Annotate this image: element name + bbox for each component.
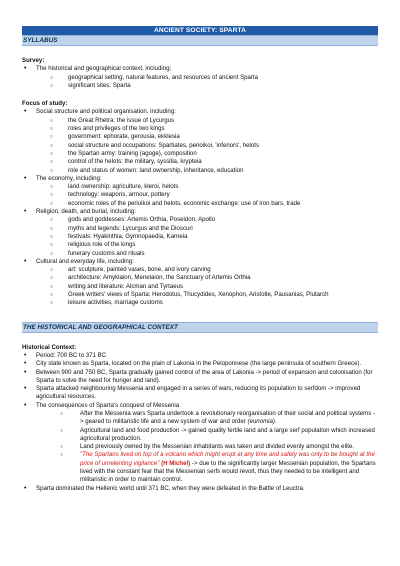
sub-list-item-text: -> due to the significantly larger Messenian population, the Spartans lived with the constant fear that the Messenian serfs would revolt, thus they needed to be intelligent and militaristic in order to maintain control. [80,459,376,484]
list-item [22,65,378,73]
list-item: • Sparta attacked neighbouring Messenia and engaged in a series of wars, reducing its population to serfdom -> improved agricultural resources. [22,385,378,402]
sub-list-item: ○ social structure and occupations: Spartiates, perioikoi, 'inferiors', helots [22,142,378,150]
sub-list-item-text-end: . [274,418,277,426]
quote-text: "The Spartans lived on top of a volcano which might erupt at any time and safety was only to be bought at the price of unrelenting vigilance" [80,451,375,467]
quote-source: (H Michel) [159,459,191,467]
focus-list [22,108,378,307]
list-item: • Sparta dominated the Hellenic world until 371 BC, when they were defeated in the Battle of Leuctra. [22,485,378,493]
sub-list-item: ○ gods and goddesses: Artemis Orthia, Poseidon, Apollo [22,216,378,224]
focus-heading: Focus of study: [22,100,68,108]
sub-list-item: ○ roles and privileges of the two kings [22,125,378,133]
sub-list-item: ○ festivals: Hyakinthia, Gymnopaedia, Karneia [22,233,378,241]
sub-list-item: ○ leisure activities, marriage customs [22,299,378,307]
sub-list-item-text: After the Messenia wars Sparta undertook a revolutionary reorganisation of their social and political systems -> geared to militaristic life and a new system of war and order [80,409,376,426]
sub-list-item: ○ architecture: Amyklaion, Menelaion, the Sanctuary of Artemis Orthia [22,274,378,282]
sub-list-item: ○ government: ephorate, gerousia, ekklesia [22,133,378,141]
sub-list-item: ○ land ownership: agriculture, kleroi, helots [22,183,378,191]
list-item: • Religion, death, and burial, including: [22,208,378,216]
survey-heading: Survey: [22,57,45,64]
sub-list-item [22,451,378,484]
sub-list-item: ○ role and status of women: land ownership, inheritance, education [22,167,378,175]
sub-list-item: ○ art: sculpture, painted vases, bone, and ivory carving [22,266,378,274]
sub-list-item: ○ technology: weapons, armour, pottery [22,191,378,199]
sub-list-item: ○ significant sites: Sparta [22,82,378,90]
list-item: • The economy, including: [22,175,378,183]
sub-list-item: ○ religious role of the kings [22,241,378,249]
document-page [22,26,378,493]
sub-list-item: ○ the Spartan army: training (agoge), composition [22,150,378,158]
sub-list-item: ○ funerary customs and rituals [22,250,378,258]
list-item-text: The historical and geographical context, including; [36,65,172,73]
sub-list-item: ○ control of the helots: the military, syssitia, krypteia [22,158,378,166]
sub-list-item: ○ Greek writers' views of Sparta: Herodotus, Thucydides, Xenophon, Aristotle, Pausanias, Plutarch [22,291,378,299]
sub-list-item: ○ writing and literature: Alcman and Tyrtaeus [22,283,378,291]
list-item: • Between 900 and 750 BC, Sparta gradually gained control of the area of Lakonia -> period of expansion and colonisation (for Sparta to solve the need for hunger and land). [22,369,378,386]
list-item: • City state known as Sparta, located on the plain of Lakonia in the Peloponnese (the large peninsula of southern Greece). [22,360,378,368]
sub-list-item: ○ geographical setting, natural features, and resources of ancient Sparta [22,74,378,82]
eunomia-term: (eunomia) [247,418,275,426]
survey-list [22,65,378,90]
list-item: • Period: 700 BC to 371 BC [22,352,378,360]
context-section-bar: THE HISTORICAL AND GEOGRAPHICAL CONTEXT [22,322,378,333]
historical-context-heading: Historical Context: [22,343,77,351]
sub-list-item: ○ economic roles of the perioikoi and helots, economic exchange: use of iron bars, trade [22,200,378,208]
context-list [22,352,378,493]
list-item: • Cultural and everyday life, including: [22,258,378,266]
sub-list-item: ○ myths and legends: Lycurgus and the Dioscuri [22,225,378,233]
list-item: • Social structure and political organisation, including: [22,108,378,116]
sub-list-item: ○ Land previously owned by the Messenian inhabitants was taken and divided evenly amongst the elite. [22,443,378,451]
list-item: • The consequences of Sparta's conquest of Messenia [22,402,378,410]
sub-list-item [22,410,378,427]
sub-list-item: ○ Agricultural land and food production -> gained quality fertile land and a large serf population which increased agricultural production. [22,427,378,444]
sub-list-item: ○ the Great Rhetra: the issue of Lycurgus [22,117,378,125]
document-title: ANCIENT SOCIETY: SPARTA [22,26,378,35]
syllabus-section-bar: SYLLABUS [22,35,378,46]
